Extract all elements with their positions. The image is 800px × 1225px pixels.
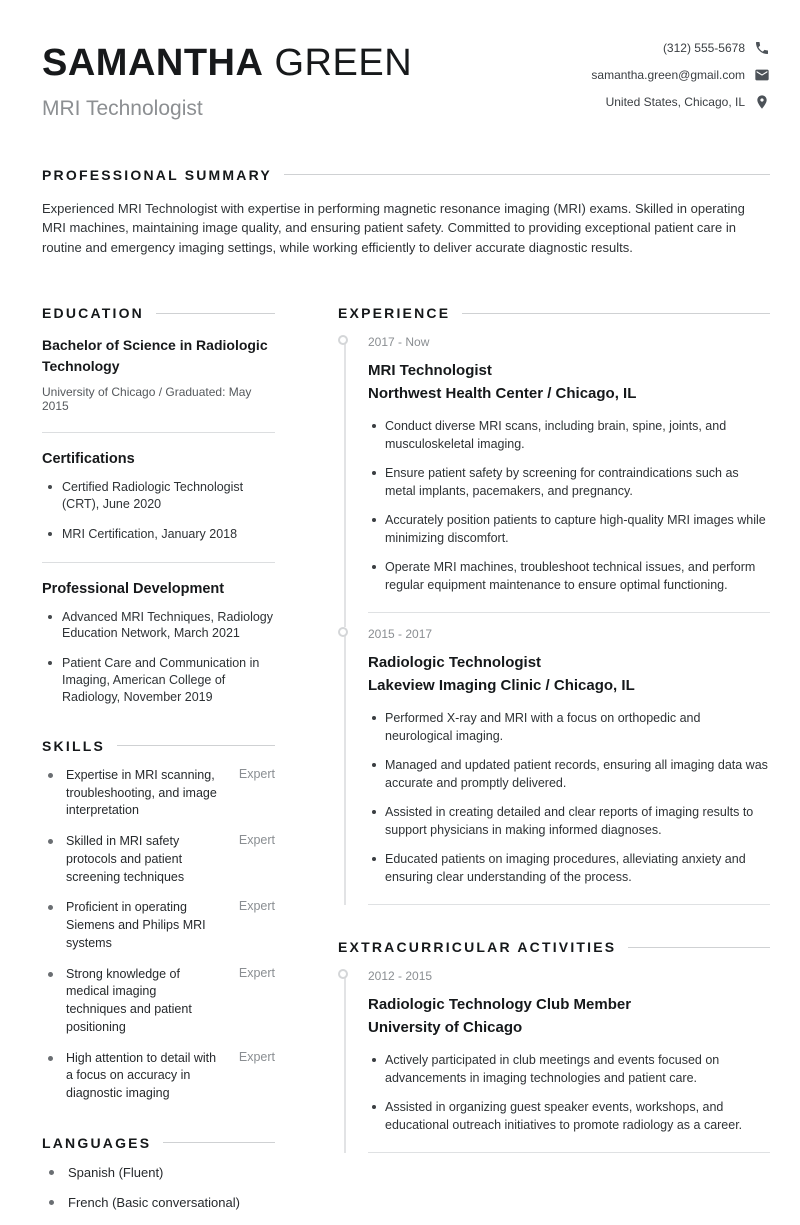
section-education bbox=[42, 305, 275, 706]
education-heading: EDUCATION bbox=[42, 305, 144, 322]
bullet-item: Managed and updated patient records, ensuring all imaging data was accurate and promptly delivered. bbox=[368, 757, 770, 792]
section-skills bbox=[42, 738, 275, 1103]
skill-name: Strong knowledge of medical imaging techniques and patient positioning bbox=[66, 966, 192, 1034]
bullet-item: Assisted in creating detailed and clear reports of imaging results to support physicians in making informed diagnoses. bbox=[368, 804, 770, 839]
heading-rule bbox=[284, 174, 770, 175]
skill-item bbox=[42, 899, 275, 952]
summary-heading-row bbox=[42, 167, 770, 183]
summary-text: Experienced MRI Technologist with expertise in performing magnetic resonance imaging (MRI) exams. Skilled in operating MRI machines, maintaining image quality, and ensuring patient safety. Committed to providing exceptional patient care in routine and emergency imaging settings, while working efficiently to deliver accurate diagnostic results. bbox=[42, 200, 745, 255]
bullet-dot bbox=[48, 773, 53, 778]
languages-heading-row bbox=[42, 1135, 275, 1151]
entry-title: Radiologic Technologist bbox=[368, 654, 542, 672]
entry-title: Radiologic Technology Club Member bbox=[368, 996, 632, 1014]
professional-development-list bbox=[42, 609, 275, 706]
experience-heading-row bbox=[338, 305, 770, 321]
skill-level: Expert bbox=[238, 1049, 275, 1064]
list-item: MRI Certification, January 2018 bbox=[42, 526, 275, 543]
location-text: United States, Chicago, IL bbox=[605, 95, 745, 109]
experience-heading: EXPERIENCE bbox=[338, 305, 451, 322]
section-languages bbox=[42, 1135, 275, 1210]
timeline-marker-icon bbox=[338, 627, 348, 637]
timeline-marker-icon bbox=[338, 335, 348, 345]
envelope-icon bbox=[754, 67, 770, 83]
bullet-item: Operate MRI machines, troubleshoot technical issues, and perform regular equipment maintenance to ensure optimal functioning. bbox=[368, 559, 770, 594]
language-item: French (Basic conversational) bbox=[42, 1195, 275, 1210]
skill-item bbox=[42, 1050, 275, 1103]
resume-header bbox=[42, 38, 770, 121]
timeline-line bbox=[344, 341, 346, 627]
bullet-item: Ensure patient safety by screening for contraindications such as metal implants, pacemakers, and pregnancy. bbox=[368, 465, 770, 500]
skill-item bbox=[42, 966, 275, 1037]
left-column bbox=[42, 305, 275, 1225]
entry-bullets bbox=[368, 418, 770, 594]
list-item: Advanced MRI Techniques, Radiology Education Network, March 2021 bbox=[42, 609, 275, 643]
contact-location bbox=[606, 94, 770, 110]
entry-dates: 2015 - 2017 bbox=[368, 627, 433, 642]
languages-list bbox=[42, 1165, 275, 1210]
professional-development-block bbox=[42, 581, 275, 706]
skill-name: Skilled in MRI safety protocols and patient screening techniques bbox=[66, 834, 185, 884]
entry-dates: 2017 - Now bbox=[368, 335, 430, 350]
skill-name: High attention to detail with a focus on accuracy in diagnostic imaging bbox=[66, 1050, 217, 1101]
skill-name: Proficient in operating Siemens and Philips MRI systems bbox=[66, 900, 206, 950]
skills-heading: SKILLS bbox=[42, 737, 105, 754]
skill-name: Expertise in MRI scanning, troubleshooting, and image interpretation bbox=[66, 767, 217, 818]
extracurricular-heading: EXTRACURRICULAR ACTIVITIES bbox=[338, 939, 617, 956]
certifications-heading: Certifications bbox=[42, 450, 135, 467]
entry-divider bbox=[368, 1152, 770, 1153]
candidate-name bbox=[42, 43, 412, 85]
divider bbox=[42, 562, 275, 563]
timeline-line bbox=[344, 633, 346, 905]
professional-development-heading: Professional Development bbox=[42, 580, 225, 597]
experience-entry bbox=[338, 335, 770, 613]
two-column-body bbox=[42, 305, 770, 1225]
entry-company: Lakeview Imaging Clinic / Chicago, IL bbox=[368, 676, 635, 694]
extracurricular-entry bbox=[338, 969, 770, 1153]
contact-email bbox=[591, 67, 770, 83]
entry-bullets bbox=[368, 1052, 770, 1134]
language-item: Spanish (Fluent) bbox=[42, 1165, 275, 1180]
heading-rule bbox=[156, 313, 275, 314]
skills-heading-row bbox=[42, 738, 275, 754]
languages-heading: LANGUAGES bbox=[42, 1134, 152, 1151]
degree-title: Bachelor of Science in Radiologic Technology bbox=[42, 337, 268, 374]
certifications-block bbox=[42, 451, 275, 543]
entry-company: Northwest Health Center / Chicago, IL bbox=[368, 384, 637, 402]
bullet-item: Educated patients on imaging procedures, alleviating anxiety and ensuring clear understanding of the process. bbox=[368, 851, 770, 886]
last-name: GREEN bbox=[274, 42, 413, 84]
school-line: University of Chicago / Graduated: May 2015 bbox=[42, 384, 252, 413]
entry-company: University of Chicago bbox=[368, 1018, 523, 1036]
bullet-item: Accurately position patients to capture high-quality MRI images while minimizing discomfort. bbox=[368, 512, 770, 547]
skill-level: Expert bbox=[238, 766, 275, 781]
heading-rule bbox=[163, 1142, 275, 1143]
timeline-line bbox=[344, 975, 346, 1153]
first-name: SAMANTHA bbox=[42, 42, 264, 84]
timeline-marker-icon bbox=[338, 969, 348, 979]
phone-icon bbox=[754, 40, 770, 56]
skill-level: Expert bbox=[238, 833, 275, 848]
entry-divider bbox=[368, 904, 770, 905]
location-pin-icon bbox=[754, 94, 770, 110]
section-experience bbox=[338, 305, 770, 905]
contact-block bbox=[591, 40, 770, 110]
contact-phone bbox=[663, 40, 770, 56]
heading-rule bbox=[117, 745, 275, 746]
entry-title: MRI Technologist bbox=[368, 362, 492, 380]
skill-level: Expert bbox=[238, 899, 275, 914]
list-item: Patient Care and Communication in Imaging, American College of Radiology, November 2019 bbox=[42, 655, 275, 706]
experience-entry bbox=[338, 627, 770, 905]
identity-block bbox=[42, 38, 412, 121]
bullet-item: Actively participated in club meetings and events focused on advancements in imaging technologies and patient care. bbox=[368, 1052, 770, 1087]
summary-heading: PROFESSIONAL SUMMARY bbox=[42, 166, 272, 183]
certifications-list bbox=[42, 479, 275, 543]
candidate-job-title: MRI Technologist bbox=[42, 96, 203, 120]
entry-dates: 2012 - 2015 bbox=[368, 969, 433, 984]
skill-item bbox=[42, 833, 275, 886]
bullet-dot bbox=[48, 839, 53, 844]
heading-rule bbox=[628, 947, 770, 948]
email-address: samantha.green@gmail.com bbox=[591, 68, 745, 82]
bullet-item: Conduct diverse MRI scans, including brain, spine, joints, and musculoskeletal imaging. bbox=[368, 418, 770, 453]
list-item: Certified Radiologic Technologist (CRT), June 2020 bbox=[42, 479, 275, 513]
bullet-dot bbox=[48, 972, 53, 977]
bullet-dot bbox=[48, 905, 53, 910]
section-extracurricular bbox=[338, 939, 770, 1153]
entry-divider bbox=[368, 612, 770, 613]
phone-number: (312) 555-5678 bbox=[662, 41, 745, 55]
right-column bbox=[338, 305, 770, 1225]
bullet-item: Assisted in organizing guest speaker events, workshops, and educational outreach initiatives to promote radiology as a career. bbox=[368, 1099, 770, 1134]
divider bbox=[42, 432, 275, 433]
education-heading-row bbox=[42, 305, 275, 321]
entry-bullets bbox=[368, 710, 770, 886]
bullet-dot bbox=[48, 1056, 53, 1061]
skill-level: Expert bbox=[238, 965, 275, 980]
extracurricular-heading-row bbox=[338, 939, 770, 955]
heading-rule bbox=[462, 313, 770, 314]
skill-item bbox=[42, 767, 275, 820]
bullet-item: Performed X-ray and MRI with a focus on orthopedic and neurological imaging. bbox=[368, 710, 770, 745]
section-professional-summary bbox=[42, 167, 770, 258]
